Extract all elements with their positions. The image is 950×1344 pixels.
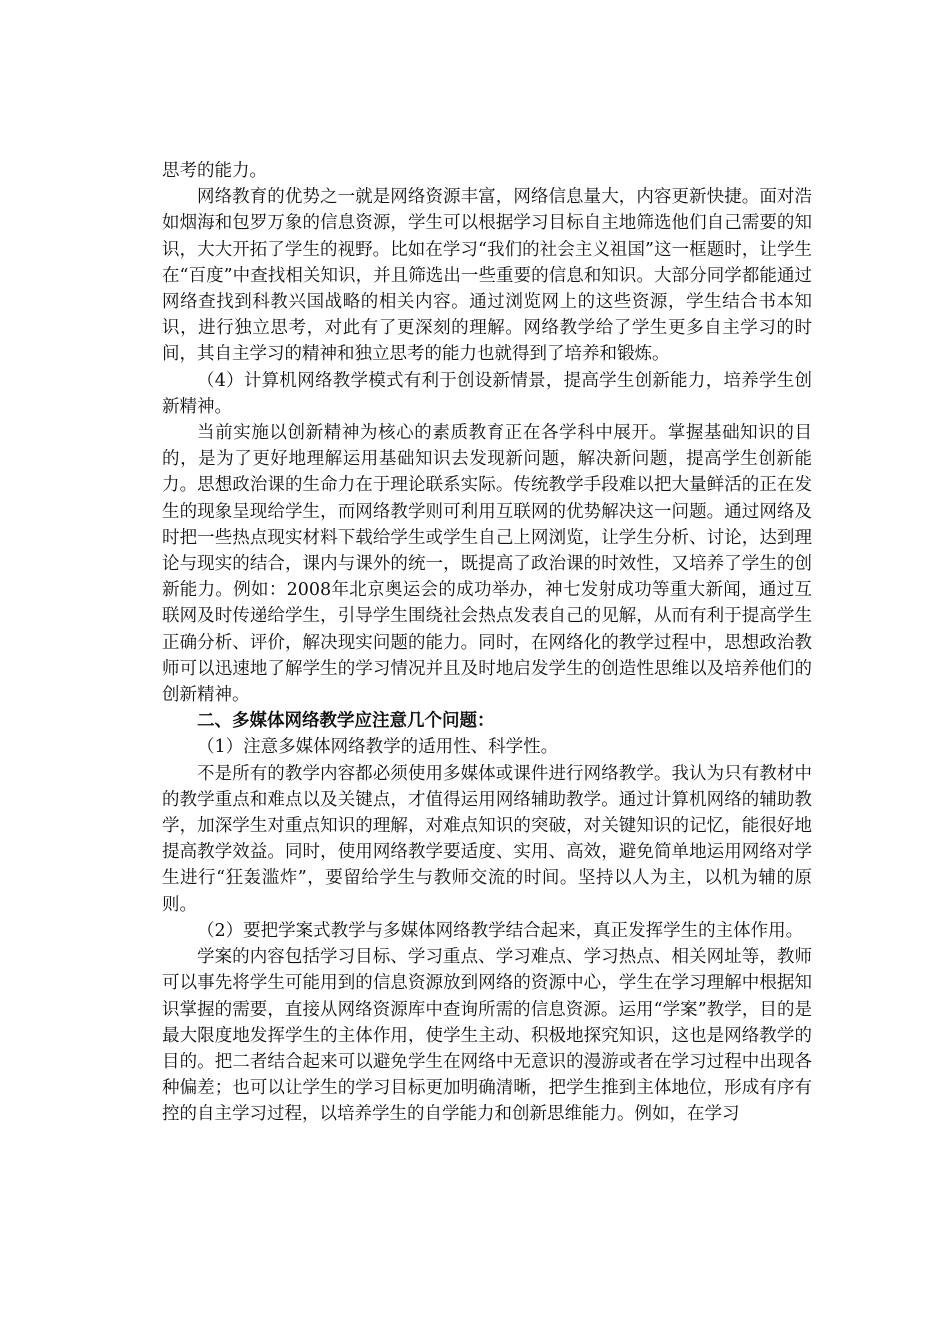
paragraph-continuation: 思考的能力。 [162, 161, 267, 181]
document-body [162, 158, 812, 1128]
section-heading-2: 二、多媒体网络教学应注意几个问题： [197, 711, 495, 732]
paragraph-study-plan: 学案的内容包括学习目标、学习重点、学习难点、学习热点、相关网址等，教师可以事先将学生可能用到的信息资源放到网络的资源中心，学生在学习理解中根据知识掌握的需要，直接从网络资源库中查询所需的信息资源。运用“学案”教学，目的是最大限度地发挥学生的主体作用，使学生主动、积极地探究知识，这也是网络教学的目的。把二者结合起来可以避免学生在网络中无意识的漫游或者在学习过程中出现各种偏差；也可以让学生的学习目标更加明确清晰，把学生推到主体地位，形成有序有控的自主学习过程，以培养学生的自学能力和创新思维能力。例如，在学习 [162, 947, 812, 1125]
paragraph-applicability: 不是所有的教学内容都必须使用多媒体或课件进行网络教学。我认为只有教材中的教学重点和难点以及关键点，才值得运用网络辅助教学。通过计算机网络的辅助教学，加深学生对重点知识的理解，对难点知识的突破，对关键知识的记忆，能很好地提高教学效益。同时，使用网络教学要适度、实用、高效，避免简单地运用网络对学生进行“狂轰滥炸”，要留给学生与教师交流的时间。坚持以人为主，以机为辅的原则。 [162, 763, 812, 915]
paragraph-point-4-title: （4）计算机网络教学模式有利于创设新情景，提高学生创新能力，培养学生创新精神。 [162, 370, 812, 417]
paragraph-point-2-title: （2）要把学案式教学与多媒体网络教学结合起来，真正发挥学生的主体作用。 [197, 920, 804, 941]
paragraph-network-resources: 网络教育的优势之一就是网络资源丰富，网络信息量大，内容更新快捷。面对浩如烟海和包罗万象的信息资源，学生可以根据学习目标自主地筛选他们自己需要的知识，大大开拓了学生的视野。比如在学习“我们的社会主义祖国”这一框题时，让学生在“百度”中查找相关知识，并且筛选出一些重要的信息和知识。大部分同学都能通过网络查找到科教兴国战略的相关内容。通过浏览网上的这些资源，学生结合书本知识，进行独立思考，对此有了更深刻的理解。网络教学给了学生更多自主学习的时间，其自主学习的精神和独立思考的能力也就得到了培养和锻炼。 [162, 187, 812, 365]
paragraph-point-1-title: （1）注意多媒体网络教学的适用性、科学性。 [197, 737, 559, 758]
paragraph-innovation: 当前实施以创新精神为核心的素质教育正在各学科中展开。掌握基础知识的目的，是为了更好地理解运用基础知识去发现新问题，解决新问题，提高学生创新能力。思想政治课的生命力在于理论联系实际。传统教学手段难以把大量鲜活的正在发生的现象呈现给学生，而网络教学则可利用互联网的优势解决这一问题。通过网络及时把一些热点现实材料下载给学生或学生自己上网浏览，让学生分析、讨论，达到理论与现实的结合，课内与课外的统一，既提高了政治课的时效性，又培养了学生的创新能力。例如：2008年北京奥运会的成功举办，神七发射成功等重大新闻，通过互联网及时传递给学生，引导学生围绕社会热点发表自己的见解，从而有利于提高学生正确分析、评价，解决现实问题的能力。同时，在网络化的教学过程中，思想政治教师可以迅速地了解学生的学习情况并且及时地启发学生的创造性思维以及培养他们的创新精神。 [162, 423, 812, 706]
